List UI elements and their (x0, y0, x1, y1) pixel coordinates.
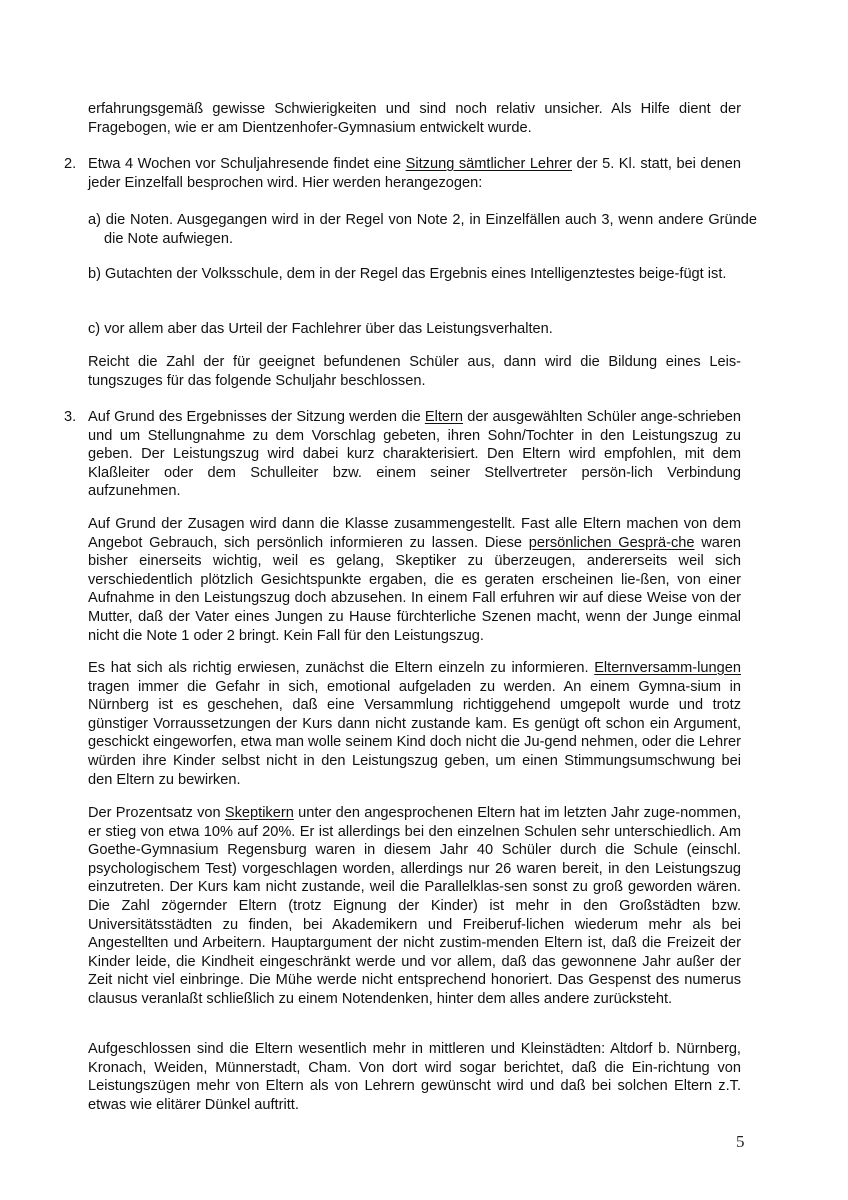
item-3-paragraph: Auf Grund des Ergebnisses der Sitzung werden die Eltern der ausgewählten Schüler ange-schrieben und um Stellungnahme zu dem Vorschlag gebeten, ihren Sohn/Tochter in den Leistungszug zu geben. Der Leistungszug wird dabei kurz charakterisiert. Den Eltern wird empfohlen, mit dem Klaßleiter oder dem Schulleiter bzw. einem seiner Stellvertreter persön-lich Verbindung aufzunehmen. (88, 409, 741, 500)
item-2-number: 2. (64, 156, 77, 172)
intro-paragraph: erfahrungsgemäß gewisse Schwierigkeiten und sind noch relativ unsicher. Als Hilfe dient der Fragebogen, wie er am Dientzenhofer-Gymnasium entwickelt wurde. (88, 101, 741, 136)
paragraph-zusagen: Auf Grund der Zusagen wird dann die Klasse zusammengestellt. Fast alle Eltern machen von dem Angebot Gebrauch, sich persönlich informieren zu lassen. Diese persönlichen Gesprä-che waren bisher einerseits wichtig, weil es gelang, Skeptiker zu überzeugen, andererseits weil sich verschiedentlich plötzlich Gesichtspunkte ergaben, die es geraten erscheinen lie-ßen, von einer Aufnahme in den Leistungszug doch abzusehen. In einem Fall erfuhren wir auf diese Weise von der Mutter, daß der Vater eines Jungen zu Hause fürchterliche Szenen macht, wenn der Junge einmal nicht die Note 1 oder 2 bringt. Kein Fall für den Leistungszug. (88, 516, 741, 644)
item-2-sub-c: c) vor allem aber das Urteil der Fachlehrer über das Leistungsverhalten. (88, 321, 553, 337)
item-3-number: 3. (64, 409, 77, 425)
paragraph-aufgeschlossen: Aufgeschlossen sind die Eltern wesentlich mehr in mittleren und Kleinstädten: Altdorf b. Nürnberg, Kronach, Weiden, Münnerstadt, Cham. Von dort wird sogar berichtet, daß die Ein-richtung von Leistungszügen mehr von Eltern als von Lehrern gewünscht wird und daß bei solchen Eltern z.T. etwas wie elitärer Dünkel auftritt. (88, 1041, 741, 1113)
page-number: 5 (736, 1132, 745, 1151)
underlined-gespraeche: persönlichen Gesprä-che (528, 534, 695, 551)
paragraph-skeptiker: Der Prozentsatz von Skeptikern unter den angesprochenen Eltern hat im letzten Jahr zuge-nommen, er stieg von etwa 10% auf 20%. Er ist allerdings bei den einzelnen Schulen sehr unterschiedlich. Am Goethe-Gymnasium Regensburg waren in diesem Jahr 40 Schüler durch die Schule (einschl. psychologischem Test) vorgeschlagen worden, allerdings nur 26 waren bereit, in den Leistungszug einzutreten. Der Kurs kam nicht zustande, weil die Parallelklas-sen sonst zu groß geworden wären. Die Zahl zögernder Eltern (trotz Eignung der Kinder) ist mehr in den Großstädten bzw. Universitätsstädten zu finden, bei Akademikern und Freiberuf-lichen wiederum mehr als bei Angestellten und Arbeitern. Hauptargument der nicht zustim-menden Eltern ist, daß die Freizeit der Kinder leide, die Kindheit eingeschränkt werde und vor allem, daß das gewonnene Jahr außer der Zeit nicht viel einbringe. Die Mühe werde nicht entsprechend honoriert. Das Gespenst des numerus clausus veranlaßt schließlich zu einem Notendenken, hinter dem alles andere zurücksteht. (88, 805, 741, 1007)
underlined-skeptikern: Skeptikern (224, 805, 294, 821)
underlined-elternversammlungen: Elternversamm-lungen (594, 660, 741, 676)
item-2-paragraph: Etwa 4 Wochen vor Schuljahresende findet eine Sitzung sämtlicher Lehrer der 5. Kl. statt, bei denen jeder Einzelfall besprochen wird. Hier werden herangezogen: (88, 156, 742, 191)
underlined-eltern: Eltern (424, 409, 464, 425)
item-2-sub-b: b) Gutachten der Volksschule, dem in der Regel das Ergebnis eines Intelligenztestes beige-fügt ist. (88, 266, 727, 282)
paragraph-elternversammlungen: Es hat sich als richtig erwiesen, zunächst die Eltern einzeln zu informieren. Elternversamm-lungen tragen immer die Gefahr in sich, emotional aufgeladen zu werden. An einem Gymna-sium in Nürnberg ist es geschehen, daß eine Versammlung richtiggehend umgepolt wurde und trotz günstiger Vorraussetzungen der Kurs dann nicht zustande kam. Es genügt oft schon ein Argument, geschickt eingeworfen, etwa man wolle seinem Kind doch nicht die Ju-gend nehmen, oder die Lehrer würden ihre Kinder selbst nicht in den Leistungszug geben, um einen Stimmungsumschwung bei den Eltern zu bewirken. (88, 660, 741, 788)
underlined-sitzung: Sitzung sämtlicher Lehrer (405, 156, 573, 172)
item-2-closing: Reicht die Zahl der für geeignet befundenen Schüler aus, dann wird die Bildung eines Leis-tungszuges für das folgende Schuljahr beschlossen. (88, 354, 741, 389)
item-2-sub-a: a) die Noten. Ausgegangen wird in der Regel von Note 2, in Einzelfällen auch 3, wenn andere Gründe die Note aufwiegen. (88, 212, 757, 247)
